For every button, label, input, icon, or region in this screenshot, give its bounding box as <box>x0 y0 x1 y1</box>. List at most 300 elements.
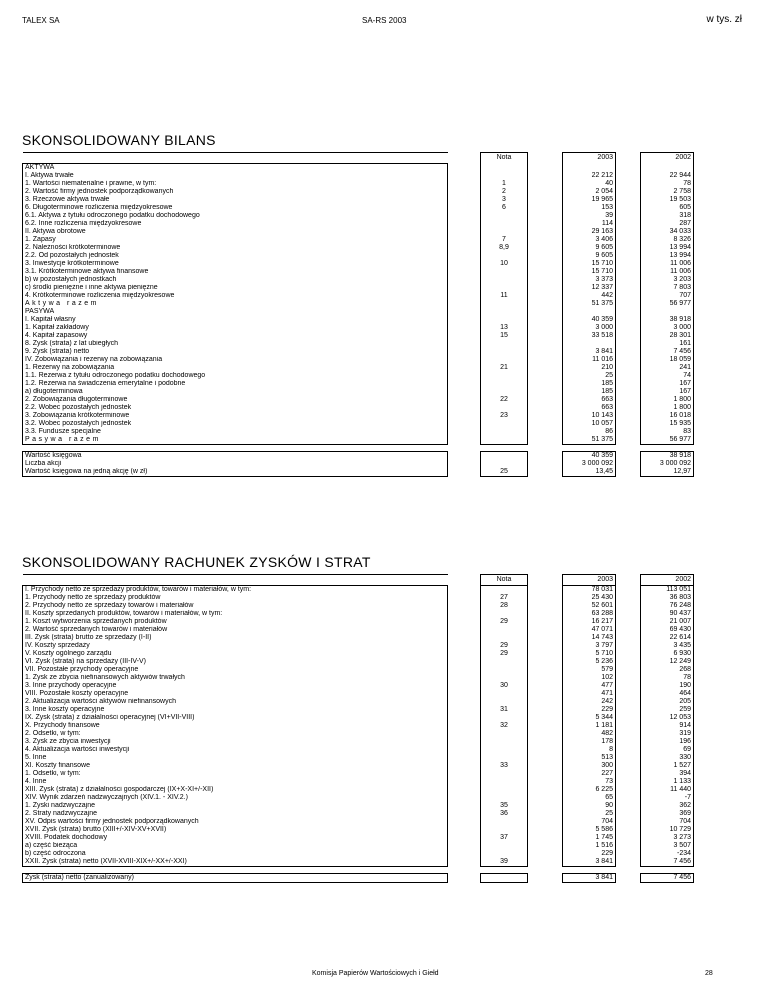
table-cell <box>641 308 694 316</box>
table-cell: Nota <box>481 153 528 164</box>
table-cell: 19 503 <box>641 196 694 204</box>
table-cell <box>481 690 528 698</box>
spacer <box>616 153 641 164</box>
table-cell: 2002 <box>641 575 694 586</box>
table-cell: 36 803 <box>641 594 694 602</box>
table-row <box>23 316 694 324</box>
table-cell <box>481 626 528 634</box>
table-cell: 1 800 <box>641 404 694 412</box>
table-cell: 3 000 <box>641 324 694 332</box>
table-row <box>23 372 694 380</box>
table-cell: 34 033 <box>641 228 694 236</box>
spacer <box>448 372 481 380</box>
table-cell: 38 918 <box>641 452 694 461</box>
table-cell: 78 <box>641 674 694 682</box>
spacer <box>448 778 481 786</box>
table-cell: AKTYWA <box>23 164 448 173</box>
table-cell <box>481 658 528 666</box>
table-cell: 7 456 <box>641 348 694 356</box>
table-cell: 9 605 <box>563 252 616 260</box>
table-cell <box>481 698 528 706</box>
spacer <box>448 698 481 706</box>
table-cell: 394 <box>641 770 694 778</box>
spacer <box>448 388 481 396</box>
table-row <box>23 164 694 173</box>
table-cell: 11 006 <box>641 260 694 268</box>
table-cell: 1. Rezerwy na zobowiązania <box>23 364 448 372</box>
table-cell: 39 <box>563 212 616 220</box>
spacer <box>616 380 641 388</box>
spacer <box>616 220 641 228</box>
spacer <box>528 268 563 276</box>
table-cell: 2. Wartość firmy jednostek podporządkowanych <box>23 188 448 196</box>
table-cell: 3.1. Krótkoterminowe aktywa finansowe <box>23 268 448 276</box>
table-row <box>23 810 694 818</box>
spacer <box>528 228 563 236</box>
table-cell: 23 <box>481 412 528 420</box>
spacer <box>528 610 563 618</box>
spacer <box>616 842 641 850</box>
spacer <box>616 634 641 642</box>
table-row <box>23 332 694 340</box>
spacer <box>616 244 641 252</box>
table-cell <box>481 850 528 858</box>
spacer <box>528 802 563 810</box>
table-cell: 32 <box>481 722 528 730</box>
table-cell: Pasywa razem <box>23 436 448 445</box>
table-cell <box>481 340 528 348</box>
table-cell: 12 337 <box>563 284 616 292</box>
book-value-row <box>23 452 694 461</box>
table-cell: 2.2. Wobec pozostałych jednostek <box>23 404 448 412</box>
table-cell: 12 053 <box>641 714 694 722</box>
spacer <box>23 867 694 874</box>
table-cell: 190 <box>641 682 694 690</box>
table-cell <box>563 340 616 348</box>
spacer <box>448 153 481 164</box>
spacer <box>528 698 563 706</box>
table-cell: XXII. Zysk (strata) netto (XVII-XVIII-XIX+/-XX+/-XXI) <box>23 858 448 867</box>
table-cell: 362 <box>641 802 694 810</box>
table-cell: c) środki pieniężne i inne aktywa pieniężne <box>23 284 448 292</box>
table-cell: 3 000 092 <box>641 460 694 468</box>
table-cell <box>481 356 528 364</box>
spacer <box>528 858 563 867</box>
table-cell: 185 <box>563 388 616 396</box>
spacer <box>616 396 641 404</box>
table-row <box>23 746 694 754</box>
table-cell: 74 <box>641 372 694 380</box>
spacer <box>616 834 641 842</box>
spacer <box>528 396 563 404</box>
table-cell: VIII. Pozostałe koszty operacyjne <box>23 690 448 698</box>
spacer <box>448 674 481 682</box>
table-row <box>23 404 694 412</box>
table-cell: 5 710 <box>563 650 616 658</box>
spacer <box>448 420 481 428</box>
table-cell: I. Aktywa trwałe <box>23 172 448 180</box>
table-row <box>23 412 694 420</box>
spacer <box>528 468 563 477</box>
spacer <box>448 642 481 650</box>
table-row <box>23 244 694 252</box>
table-cell: 11 <box>481 292 528 300</box>
spacer <box>616 260 641 268</box>
table-cell: 167 <box>641 380 694 388</box>
table-cell: 7 803 <box>641 284 694 292</box>
spacer <box>528 460 563 468</box>
table-cell: 9 605 <box>563 244 616 252</box>
table-cell: 28 <box>481 602 528 610</box>
table-cell: 185 <box>563 380 616 388</box>
table-cell <box>481 754 528 762</box>
spacer <box>616 172 641 180</box>
spacer <box>528 212 563 220</box>
table-cell <box>481 738 528 746</box>
table-row <box>23 396 694 404</box>
table-cell: 22 <box>481 396 528 404</box>
spacer <box>448 658 481 666</box>
spacer <box>448 348 481 356</box>
spacer <box>448 618 481 626</box>
spacer <box>528 172 563 180</box>
table-cell: b) część odroczona <box>23 850 448 858</box>
table-row <box>23 220 694 228</box>
table-cell: 1.1. Rezerwa z tytułu odroczonego podatku dochodowego <box>23 372 448 380</box>
table-cell: 22 614 <box>641 634 694 642</box>
spacer <box>448 682 481 690</box>
spacer <box>528 786 563 794</box>
footer-publisher: Komisja Papierów Wartościowych i Giełd <box>312 970 439 977</box>
spacer <box>616 412 641 420</box>
income-table <box>22 574 694 883</box>
spacer <box>528 348 563 356</box>
table-row <box>23 658 694 666</box>
table-cell: 28 301 <box>641 332 694 340</box>
table-cell: 914 <box>641 722 694 730</box>
table-cell: 11 016 <box>563 356 616 364</box>
table-cell <box>481 730 528 738</box>
table-cell: 38 918 <box>641 316 694 324</box>
table-cell: IX. Zysk (strata) z działalności operacyjnej (VI+VII-VIII) <box>23 714 448 722</box>
table-cell: 86 <box>563 428 616 436</box>
table-cell: 5 344 <box>563 714 616 722</box>
spacer <box>448 396 481 404</box>
table-row <box>23 260 694 268</box>
table-row <box>23 292 694 300</box>
spacer <box>448 626 481 634</box>
spacer <box>528 436 563 445</box>
spacer <box>448 770 481 778</box>
spacer <box>448 690 481 698</box>
table-cell: 8. Zysk (strata) z lat ubiegłych <box>23 340 448 348</box>
table-cell: VII. Pozostałe przychody operacyjne <box>23 666 448 674</box>
spacer <box>528 762 563 770</box>
table-cell: 19 965 <box>563 196 616 204</box>
table-cell <box>481 714 528 722</box>
table-row <box>23 706 694 714</box>
spacer <box>528 738 563 746</box>
spacer <box>528 586 563 595</box>
table-cell: 2002 <box>641 153 694 164</box>
table-row <box>23 722 694 730</box>
table-cell <box>481 276 528 284</box>
spacer <box>616 826 641 834</box>
spacer <box>616 236 641 244</box>
table-cell: -234 <box>641 850 694 858</box>
spacer <box>528 372 563 380</box>
table-cell: 51 375 <box>563 300 616 308</box>
spacer <box>448 794 481 802</box>
table-cell: 3.3. Fundusze specjalne <box>23 428 448 436</box>
table-cell: 25 <box>563 810 616 818</box>
table-cell: 56 977 <box>641 300 694 308</box>
spacer <box>448 236 481 244</box>
spacer <box>448 364 481 372</box>
table-cell: 3. Rzeczowe aktywa trwałe <box>23 196 448 204</box>
table-cell: 242 <box>563 698 616 706</box>
spacer <box>616 858 641 867</box>
table-cell <box>481 212 528 220</box>
table-cell <box>481 348 528 356</box>
table-cell: 102 <box>563 674 616 682</box>
spacer <box>616 754 641 762</box>
table-cell: 1. Wartości niematerialne i prawne, w tym: <box>23 180 448 188</box>
table-cell <box>481 284 528 292</box>
spacer <box>528 300 563 308</box>
table-cell <box>481 874 528 883</box>
table-cell <box>481 252 528 260</box>
table-cell: V. Koszty ogólnego zarządu <box>23 650 448 658</box>
spacer <box>528 404 563 412</box>
spacer <box>528 220 563 228</box>
spacer <box>528 818 563 826</box>
table-cell: 5. Inne <box>23 754 448 762</box>
annualized-net-row <box>23 874 694 883</box>
table-cell: 12,97 <box>641 468 694 477</box>
spacer <box>528 292 563 300</box>
table-row <box>23 180 694 188</box>
spacer <box>528 164 563 173</box>
spacer <box>528 666 563 674</box>
table-cell <box>481 372 528 380</box>
spacer <box>616 746 641 754</box>
table-cell: 22 212 <box>563 172 616 180</box>
table-cell: 37 <box>481 834 528 842</box>
table-cell <box>481 778 528 786</box>
spacer <box>528 706 563 714</box>
spacer <box>448 468 481 477</box>
spacer <box>448 452 481 461</box>
table-row <box>23 364 694 372</box>
table-cell: Zysk (strata) netto (zanualizowany) <box>23 874 448 883</box>
spacer <box>448 284 481 292</box>
table-cell: 31 <box>481 706 528 714</box>
spacer <box>448 586 481 595</box>
table-cell: 114 <box>563 220 616 228</box>
spacer <box>448 850 481 858</box>
spacer <box>448 292 481 300</box>
table-cell <box>23 153 448 164</box>
table-row <box>23 682 694 690</box>
table-row <box>23 634 694 642</box>
table-row <box>23 252 694 260</box>
spacer <box>448 754 481 762</box>
spacer <box>616 188 641 196</box>
spacer <box>448 738 481 746</box>
spacer <box>616 428 641 436</box>
table-cell: 11 440 <box>641 786 694 794</box>
spacer <box>616 468 641 477</box>
spacer <box>528 196 563 204</box>
table-cell: 22 944 <box>641 172 694 180</box>
table-cell <box>481 794 528 802</box>
spacer <box>528 658 563 666</box>
table-cell <box>481 842 528 850</box>
spacer <box>448 714 481 722</box>
spacer <box>616 452 641 461</box>
spacer <box>616 292 641 300</box>
table-cell: 369 <box>641 810 694 818</box>
table-cell: 5 236 <box>563 658 616 666</box>
table-row <box>23 212 694 220</box>
spacer <box>616 770 641 778</box>
table-cell: 9. Zysk (strata) netto <box>23 348 448 356</box>
table-cell: 25 <box>563 372 616 380</box>
table-cell: XVIII. Podatek dochodowy <box>23 834 448 842</box>
footer-page-number: 28 <box>705 970 713 977</box>
spacer <box>448 340 481 348</box>
table-cell: 287 <box>641 220 694 228</box>
table-cell <box>481 428 528 436</box>
table-cell <box>481 436 528 445</box>
table-cell: 21 007 <box>641 618 694 626</box>
table-cell: 29 163 <box>563 228 616 236</box>
table-cell: 3 273 <box>641 834 694 842</box>
table-cell: Liczba akcji <box>23 460 448 468</box>
table-row <box>23 308 694 316</box>
table-cell: 2 054 <box>563 188 616 196</box>
spacer <box>616 810 641 818</box>
table-row <box>23 818 694 826</box>
table-row <box>23 586 694 595</box>
spacer <box>528 722 563 730</box>
spacer <box>448 180 481 188</box>
spacer <box>616 714 641 722</box>
income-title: SKONSOLIDOWANY RACHUNEK ZYSKÓW I STRAT <box>22 554 371 570</box>
table-cell: 90 <box>563 802 616 810</box>
table-cell: 229 <box>563 850 616 858</box>
spacer <box>616 698 641 706</box>
spacer <box>448 810 481 818</box>
spacer <box>528 332 563 340</box>
balance-table <box>22 152 694 477</box>
spacer <box>448 722 481 730</box>
spacer <box>528 252 563 260</box>
table-cell: 69 430 <box>641 626 694 634</box>
table-cell: 40 359 <box>563 316 616 324</box>
spacer <box>616 196 641 204</box>
table-cell: 1. Zysk ze zbycia niefinansowych aktywów trwałych <box>23 674 448 682</box>
table-cell <box>481 420 528 428</box>
table-cell <box>481 770 528 778</box>
table-cell: 4. Kapitał zapasowy <box>23 332 448 340</box>
table-cell: b) w pozostałych jednostkach <box>23 276 448 284</box>
spacer <box>528 308 563 316</box>
table-cell: 25 <box>481 468 528 477</box>
spacer <box>448 316 481 324</box>
table-cell: III. Zysk (strata) brutto ze sprzedaży (I-II) <box>23 634 448 642</box>
table-cell: 318 <box>641 212 694 220</box>
table-row <box>23 762 694 770</box>
table-cell: XV. Odpis wartości firmy jednostek podporządkowanych <box>23 818 448 826</box>
spacer <box>616 618 641 626</box>
table-cell: 196 <box>641 738 694 746</box>
table-row <box>23 594 694 602</box>
table-cell <box>481 460 528 468</box>
table-row <box>23 284 694 292</box>
table-row <box>23 738 694 746</box>
table-cell: 14 743 <box>563 634 616 642</box>
table-row <box>23 858 694 867</box>
spacer <box>528 188 563 196</box>
table-cell: IV. Zobowiązania i rezerwy na zobowiązania <box>23 356 448 364</box>
table-cell: 21 <box>481 364 528 372</box>
spacer <box>448 575 481 586</box>
table-cell: 1.2. Rezerwa na świadczenia emerytalne i podobne <box>23 380 448 388</box>
spacer <box>616 642 641 650</box>
table-cell <box>563 164 616 173</box>
spacer <box>448 244 481 252</box>
table-cell: 210 <box>563 364 616 372</box>
table-cell: 6.1. Aktywa z tytułu odroczonego podatku dochodowego <box>23 212 448 220</box>
spacer <box>528 244 563 252</box>
spacer <box>448 172 481 180</box>
table-cell: 1 516 <box>563 842 616 850</box>
spacer <box>528 746 563 754</box>
spacer <box>616 690 641 698</box>
table-cell: 153 <box>563 204 616 212</box>
table-cell: 76 248 <box>641 602 694 610</box>
table-row <box>23 626 694 634</box>
spacer <box>448 762 481 770</box>
table-cell: 83 <box>641 428 694 436</box>
table-cell <box>481 818 528 826</box>
table-cell: 300 <box>563 762 616 770</box>
table-cell: VI. Zysk (strata) na sprzedaży (III-IV-V) <box>23 658 448 666</box>
spacer <box>528 850 563 858</box>
spacer <box>448 356 481 364</box>
table-cell: 3. Inne przychody operacyjne <box>23 682 448 690</box>
table-cell: 35 <box>481 802 528 810</box>
table-row <box>23 690 694 698</box>
spacer <box>616 332 641 340</box>
table-cell: 40 359 <box>563 452 616 461</box>
table-cell: 3 841 <box>563 348 616 356</box>
spacer <box>616 706 641 714</box>
table-cell: 4. Aktualizacja wartości inwestycji <box>23 746 448 754</box>
table-row <box>23 674 694 682</box>
table-cell: 1. Odsetki, w tym: <box>23 770 448 778</box>
spacer <box>448 196 481 204</box>
table-cell: 477 <box>563 682 616 690</box>
table-cell: 464 <box>641 690 694 698</box>
table-cell: 2003 <box>563 575 616 586</box>
spacer <box>528 180 563 188</box>
spacer <box>528 602 563 610</box>
table-cell <box>481 634 528 642</box>
spacer <box>528 260 563 268</box>
